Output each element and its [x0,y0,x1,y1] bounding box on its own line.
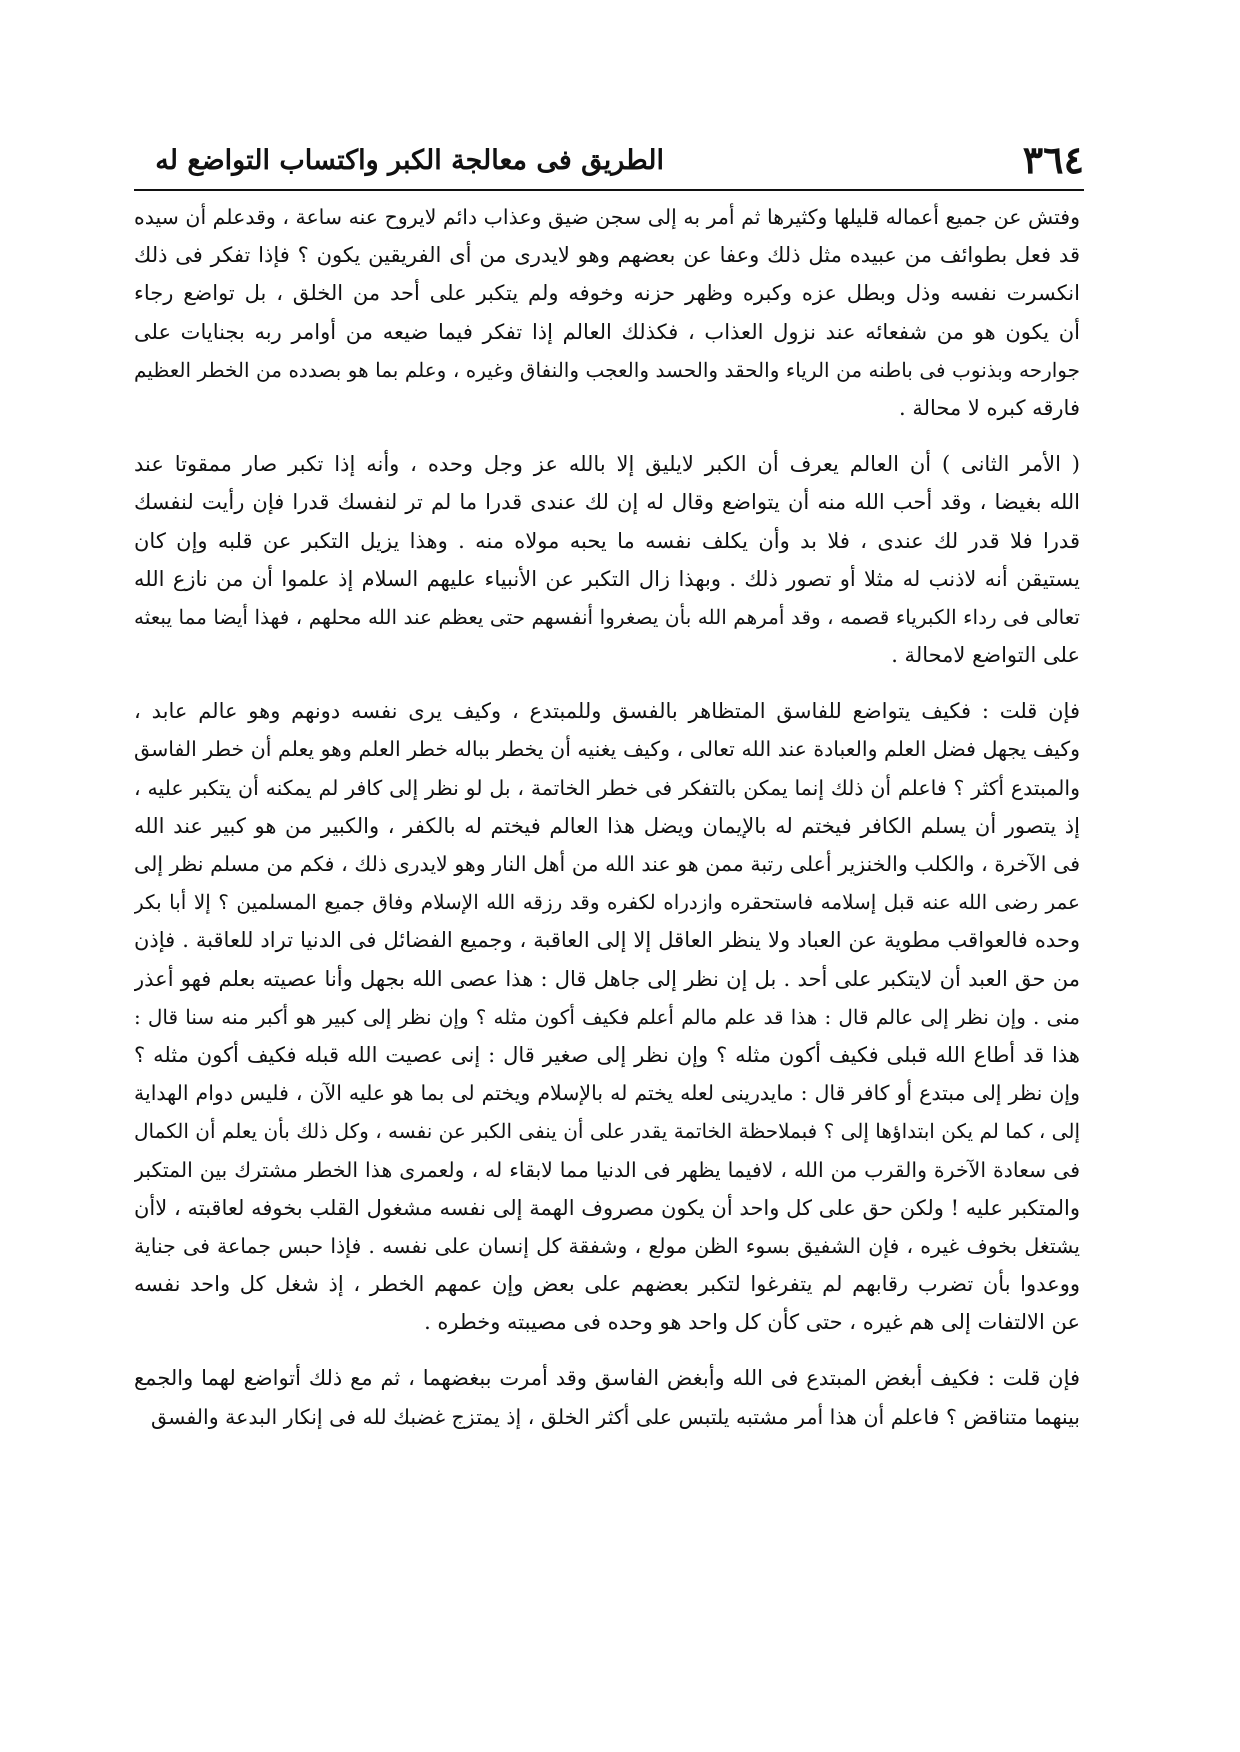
text-line: وإن نظر إلى مبتدع أو كافر قال : مايدرينى لعله يختم له بالإسلام ويختم لى بما هو عليه الآن ، فليس دوام الهداية [134,1081,1080,1106]
text-line: على التواضع لامحالة . [891,643,1080,668]
page-header [134,138,1084,184]
text-line: بينهما متناقض ؟ فاعلم أن هذا أمر مشتبه يلتبس على أكثر الخلق ، إذ يمتزج غضبك لله فى إنكار البدعة والفسق [151,1404,1080,1429]
text-line: تعالى فى رداء الكبرياء قصمه ، وقد أمرهم الله بأن يصغروا أنفسهم حتى يعظم عند الله محلهم ، فهذا أيضا مما يبعثه [134,604,1080,629]
text-line: وفتش عن جميع أعماله قليلها وكثيرها ثم أمر به إلى سجن ضيق وعذاب دائم لايروح عنه ساعة ، وقدعلم أن سيده [134,205,1080,229]
text-line: فى الآخرة ، والكلب والخنزير أعلى رتبة ممن هو عند الله من أهل النار وهو لايدرى ذلك ، فكم من مسلم نظر إلى [134,852,1080,876]
paragraph [134,445,1080,674]
text-line: فارقه كبره لا محالة . [898,395,1080,420]
page-number: ٣٦٤ [1022,137,1084,182]
text-line: فى سعادة الآخرة والقرب من الله ، لافيما يظهر فى الدنيا مما لابقاء له ، ولعمرى هذا الخطر مشترك بين المتكبر [134,1157,1080,1182]
text-line: ( الأمر الثانى ) أن العالم يعرف أن الكبر لايليق إلا بالله عز وجل وحده ، وأنه إذا تكبر صار ممقوتا عند [134,452,1080,477]
text-line: والمبتدع أكثر ؟ فاعلم أن ذلك إنما يمكن بالتفكر فى خطر الخاتمة ، بل لو نظر إلى كافر لم يمكنه أن يتكبر عليه ، [134,775,1080,800]
text-line: الله بغيضا ، وقد أحب الله منه أن يتواضع وقال له إن لك عندى قدرا ما لم تر لنفسك قدرا فإن رأيت لنفسك [134,490,1080,515]
text-line: قد فعل بطوائف من عبيده مثل ذلك وعفا عن بعضهم وهو لايدرى من أى الفريقين يكون ؟ فإذا تفكر فى ذلك [134,243,1080,268]
text-line: هذا قد أطاع الله قبلى فكيف أكون مثله ؟ وإن نظر إلى صغير قال : إنى عصيت الله قبله فكيف أكون مثله ؟ [134,1042,1080,1067]
text-line: فإن قلت : فكيف أبغض المبتدع فى الله وأبغض الفاسق وقد أمرت ببغضهما ، ثم مع ذلك أتواضع لهما والجمع [134,1366,1080,1391]
paragraph [134,198,1080,427]
text-line: إلى ، كما لم يكن ابتداؤها إلى ؟ فبملاحظة الخاتمة يقدر على أن ينفى الكبر عن نفسه ، وكل ذلك بأن يعلم أن الكمال [134,1119,1080,1144]
text-line: فإن قلت : فكيف يتواضع للفاسق المتظاهر بالفسق وللمبتدع ، وكيف يرى نفسه دونهم وهو عالم عابد ، [134,699,1080,724]
running-title: الطريق فى معالجة الكبر واكتساب التواضع له [155,145,664,176]
paragraph [134,692,1080,1341]
text-line: عمر رضى الله عنه قبل إسلامه فاستحقره وازدراه لكفره وقد رزقه الله الإسلام وفاق جميع المسلمين ؟ إلا أبا بكر [134,890,1080,915]
text-line: قدرا فلا قدر لك عندى ، فلا بد وأن يكلف نفسه ما يحبه مولاه منه . وهذا يزيل التكبر عن قلبه وإن كان [134,528,1080,553]
text-line: إذ يتصور أن يسلم الكافر فيختم له بالإيمان ويضل هذا العالم فيختم له بالكفر ، والكبير من هو كبير عند الله [134,813,1080,838]
text-line: منى . وإن نظر إلى عالم قال : هذا قد علم مالم أعلم فكيف أكون مثله ؟ وإن نظر إلى كبير هو أكبر منه سنا قال : [134,1004,1080,1029]
text-line: انكسرت نفسه وذل وبطل عزه وكبره وظهر حزنه وخوفه ولم يتكبر على أحد من الخلق ، بل تواضع رجاء [134,281,1080,306]
header-rule [134,189,1084,191]
text-line: أن يكون هو من شفعائه عند نزول العذاب ، فكذلك العالم إذا تفكر فيما ضيعه من أوامر ربه بجنايات على [134,319,1080,344]
text-line: وحده فالعواقب مطوية عن العباد ولا ينظر العاقل إلا إلى العاقبة ، وجميع الفضائل فى الدنيا تراد للعاقبة . فإذن [134,928,1080,953]
text-line: جوارحه وبذنوب فى باطنه من الرياء والحقد والحسد والعجب والنفاق وغيره ، وعلم بما هو بصدده من الخطر العظيم [134,357,1080,382]
text-line: ووعدوا بأن تضرب رقابهم لم يتفرغوا لتكبر بعضهم على بعض وإن عمهم الخطر ، إذ شغل كل واحد نفسه [134,1272,1080,1297]
text-line: يستيقن أنه لاذنب له مثلا أو تصور ذلك . وبهذا زال التكبر عن الأنبياء عليهم السلام إذ علموا أن من نازع الله [134,566,1080,591]
body-text [134,198,1080,1454]
paragraph [134,1359,1080,1435]
text-line: من حق العبد أن لايتكبر على أحد . بل إن نظر إلى جاهل قال : هذا عصى الله بجهل وأنا عصيته بعلم فهو أعذر [134,966,1080,991]
text-line: وكيف يجهل فضل العلم والعبادة عند الله تعالى ، وكيف يغنيه أن يخطر بباله خطر العلم وهو يعلم أن خطر الفاسق [134,737,1080,762]
text-line: يشتغل بخوف غيره ، فإن الشفيق بسوء الظن مولع ، وشفقة كل إنسان على نفسه . فإذا حبس جماعة فى جناية [134,1233,1080,1258]
text-line: عن الالتفات إلى هم غيره ، حتى كأن كل واحد هو وحده فى مصيبته وخطره . [424,1310,1080,1335]
text-line: والمتكبر عليه ! ولكن حق على كل واحد أن يكون مصروف الهمة إلى نفسه مشغول القلب بخوفه لعاقبته ، لاأن [134,1195,1080,1220]
